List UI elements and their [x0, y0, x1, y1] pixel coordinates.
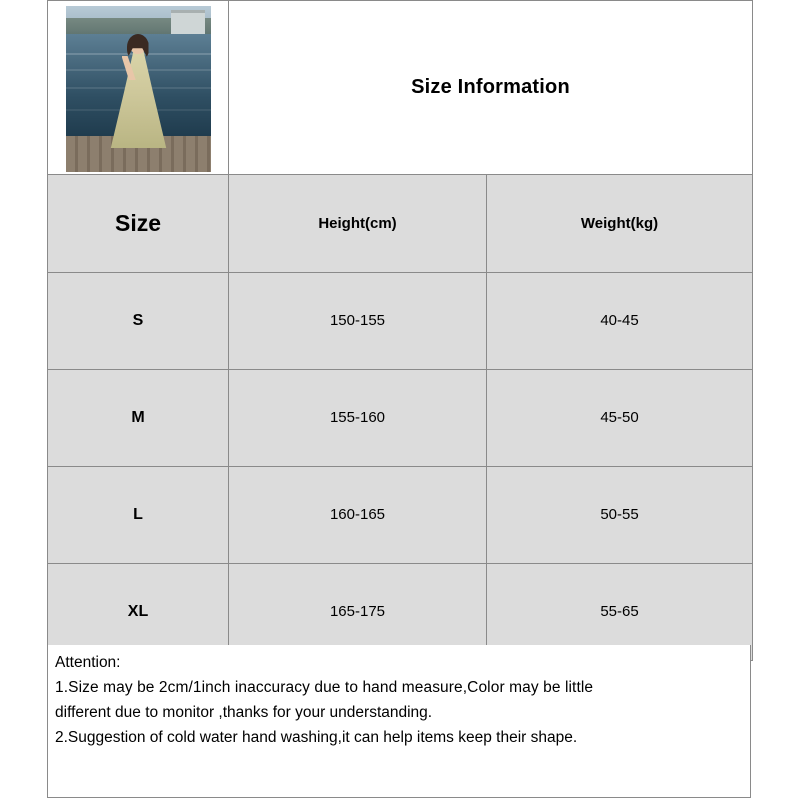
column-header-row	[48, 175, 753, 273]
size-information-table	[47, 0, 753, 661]
row-weight-cell	[487, 467, 753, 564]
product-photo	[66, 6, 211, 172]
row-size-cell	[48, 467, 229, 564]
attention-heading: Attention:	[55, 654, 121, 671]
row-height-cell	[229, 467, 487, 564]
row-weight-cell	[487, 370, 753, 467]
column-header-size	[48, 175, 229, 273]
row-height-value: 160-165	[329, 506, 386, 523]
row-weight-value: 55-65	[600, 603, 639, 620]
page-title: Size Information	[411, 76, 570, 98]
row-size-cell	[48, 273, 229, 370]
table-header-row	[48, 1, 753, 175]
table-row	[48, 370, 753, 467]
row-weight-value: 45-50	[600, 409, 639, 426]
table-row	[48, 273, 753, 370]
row-height-value: 165-175	[329, 603, 386, 620]
row-height-value: 155-160	[329, 409, 386, 426]
row-weight-value: 50-55	[600, 506, 639, 523]
column-header-weight	[487, 175, 753, 273]
attention-line-2: different due to monitor ,thanks for your understanding.	[55, 704, 433, 721]
table-row	[48, 467, 753, 564]
row-size-value: S	[132, 312, 144, 329]
row-height-cell	[229, 273, 487, 370]
column-header-height-label: Height(cm)	[318, 214, 397, 232]
row-weight-cell	[487, 273, 753, 370]
attention-line-1: 1.Size may be 2cm/1inch inaccuracy due to hand measure,Color may be little	[55, 679, 594, 696]
column-header-height	[229, 175, 487, 273]
product-photo-cell	[48, 1, 229, 175]
title-cell	[229, 1, 753, 175]
row-height-value: 150-155	[329, 312, 386, 329]
row-size-value: XL	[127, 603, 149, 620]
photo-building	[171, 10, 205, 35]
attention-note	[47, 645, 751, 798]
column-header-weight-label: Weight(kg)	[580, 214, 659, 232]
attention-line-3: 2.Suggestion of cold water hand washing,it can help items keep their shape.	[55, 729, 578, 746]
column-header-size-label: Size	[114, 210, 162, 236]
row-weight-value: 40-45	[600, 312, 639, 329]
row-size-value: M	[131, 409, 145, 426]
row-size-cell	[48, 370, 229, 467]
row-height-cell	[229, 370, 487, 467]
row-size-value: L	[133, 506, 143, 523]
